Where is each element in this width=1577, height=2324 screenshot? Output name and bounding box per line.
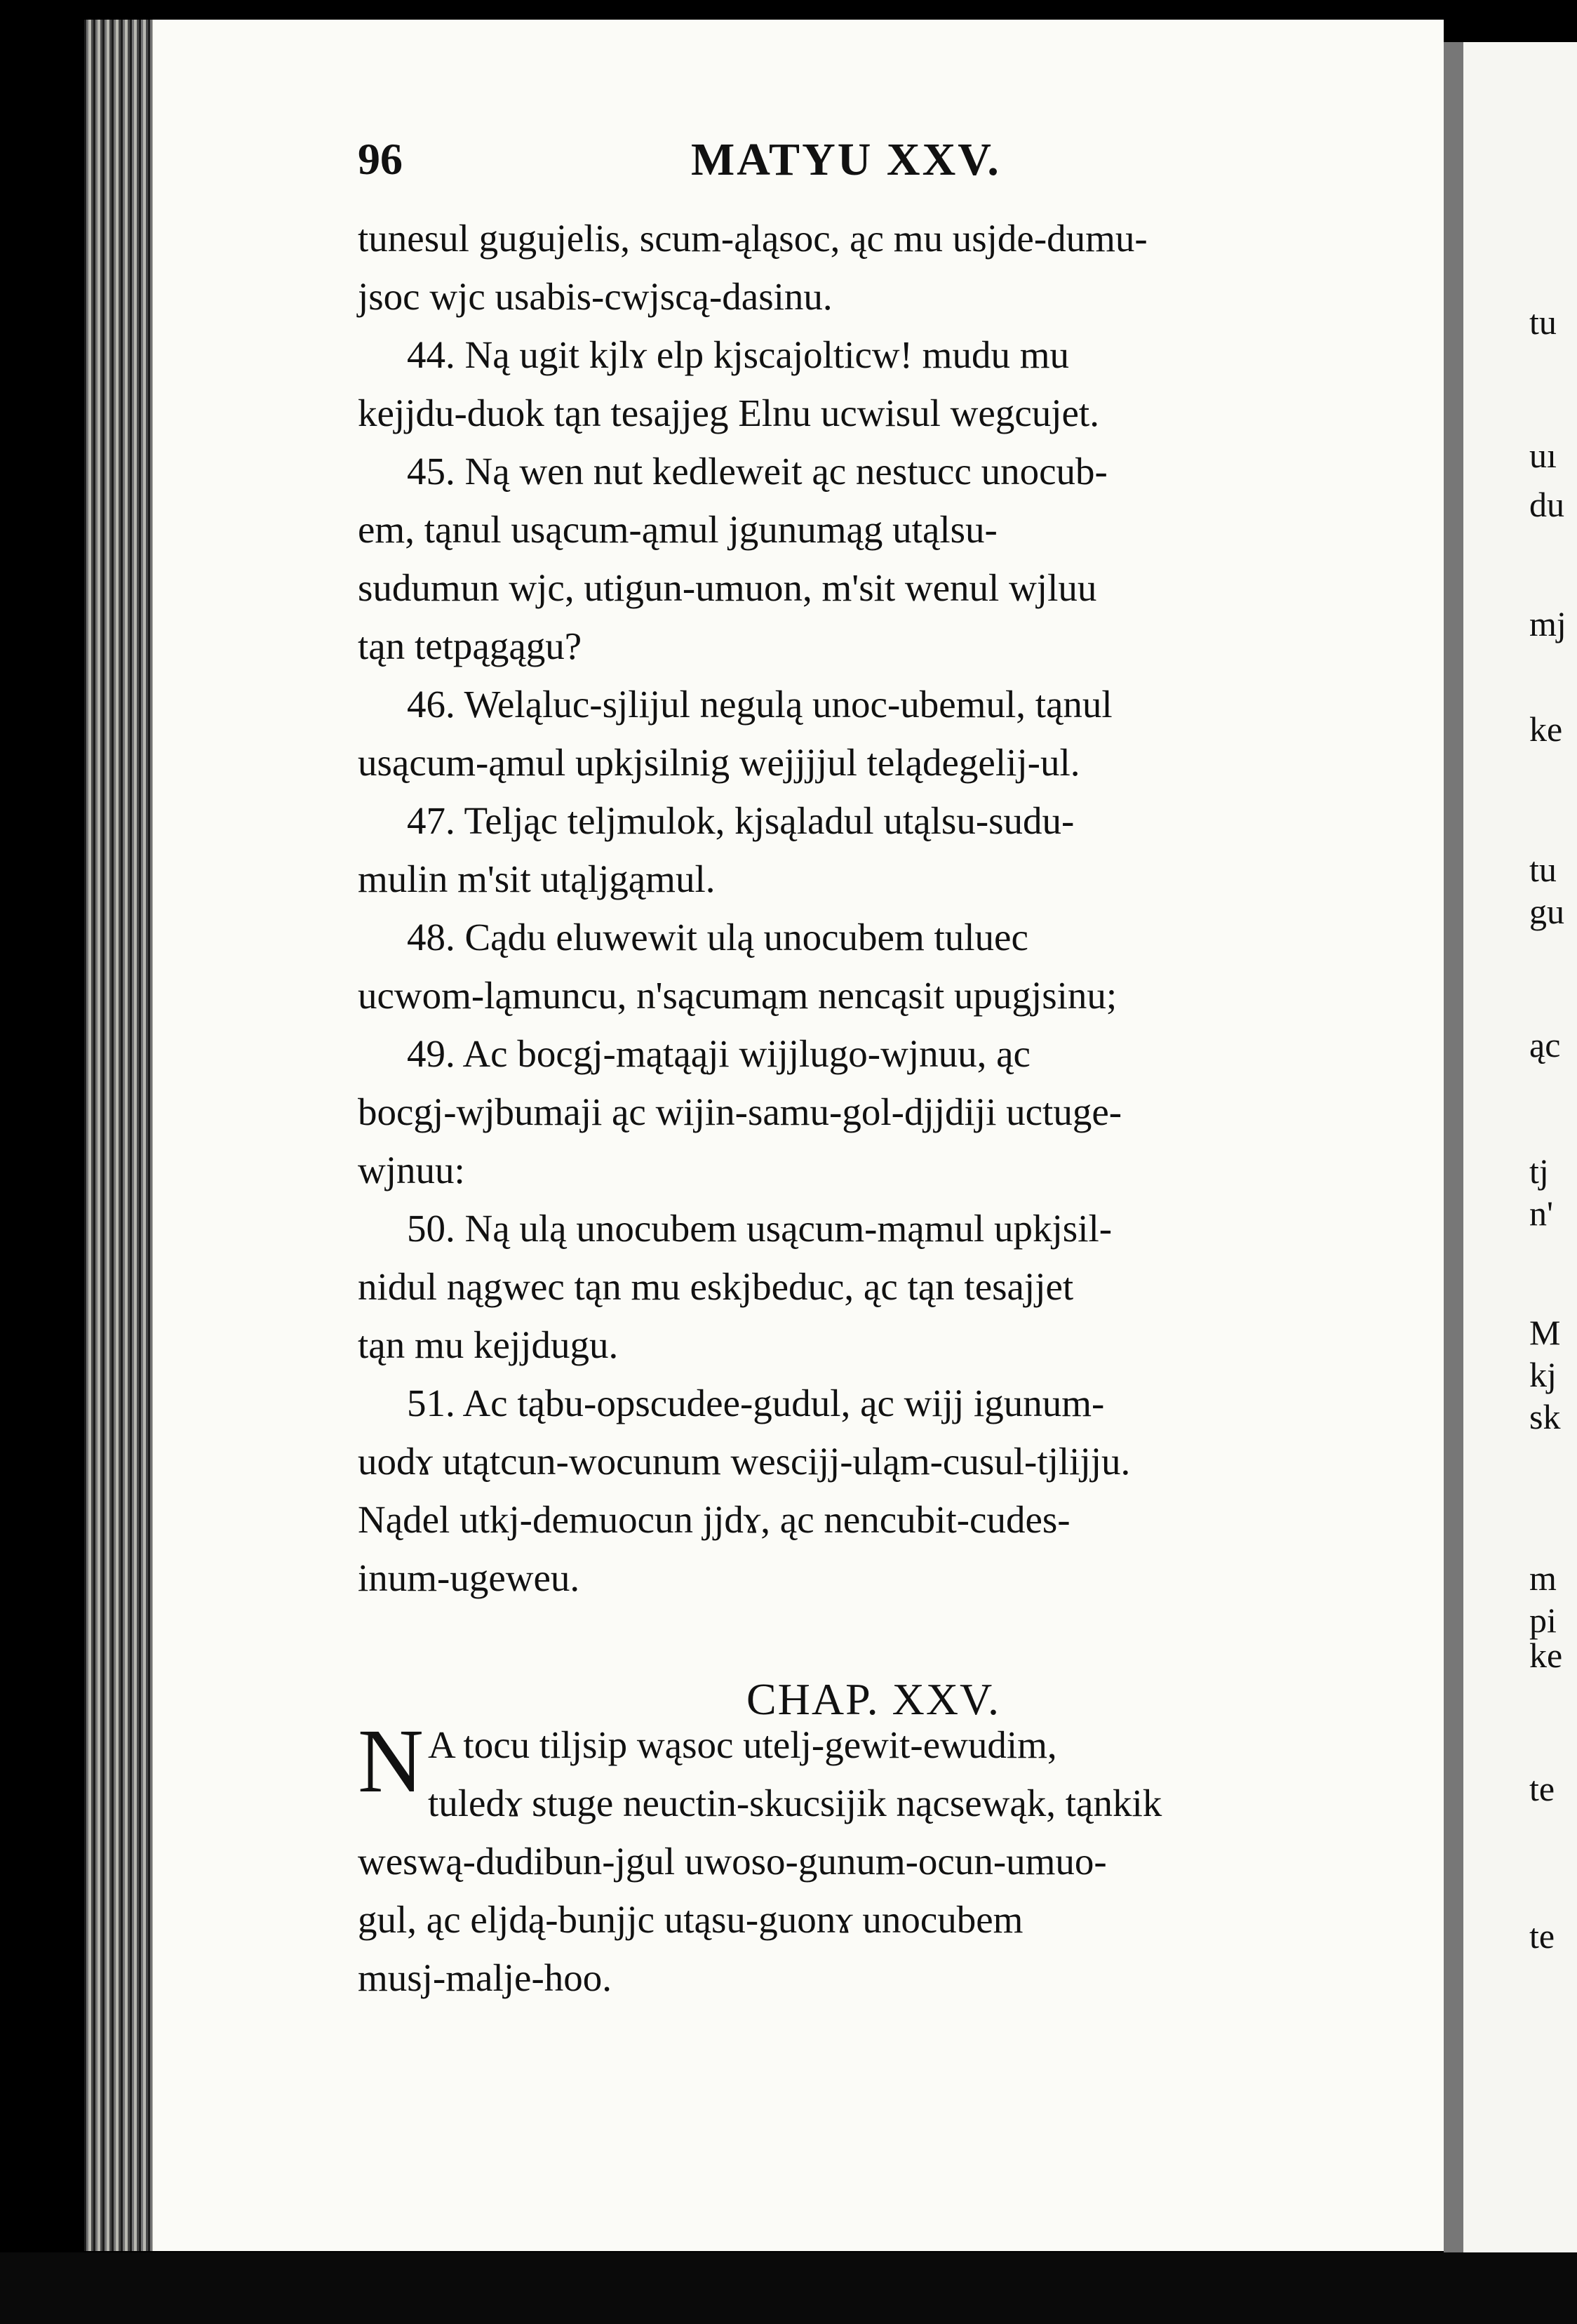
facing-page-strip [1463, 42, 1577, 2266]
facing-page-fragment: n' [1529, 1194, 1554, 1233]
facing-page-fragment: pi [1529, 1601, 1557, 1640]
text-line: 46. Weląluc-sjlijul negulą unoc-ubemul, tąnul [407, 683, 1113, 726]
text-line: 44. Ną ugit kjlɤ elp kjscajolticw! mudu mu [407, 333, 1069, 376]
text-line: weswą-dudibun-jgul uwoso-gunum-ocun-umuo- [358, 1840, 1107, 1883]
text-line: 51. Ac tąbu-opscudee-gudul, ąc wijj igunum- [407, 1382, 1105, 1424]
text-line: 47. Teljąc teljmulok, kjsąladul utąlsu-sudu- [407, 799, 1075, 842]
text-line: Nądel utkj-demuocun jjdɤ, ąc nencubit-cudes- [358, 1498, 1071, 1541]
facing-page-fragment: ke [1529, 709, 1563, 749]
text-line: 50. Ną ulą unocubem usącum-mąmul upkjsil- [407, 1207, 1113, 1250]
text-line: tąn tetpągągu? [358, 625, 582, 667]
chapter-opening-text [358, 1711, 1389, 2007]
text-line: wjnuu: [358, 1149, 465, 1191]
facing-page-fragment: m [1529, 1558, 1557, 1598]
text-line: tunesul gugujelis, scum-ąląsoc, ąc mu usjde-dumu- [358, 217, 1148, 260]
text-line: A tocu tiljsip wąsoc utelj-gewit-ewudim, [428, 1723, 1057, 1766]
text-line: musj-malje-hoo. [358, 1956, 612, 1999]
text-line: tąn mu kejjdugu. [358, 1323, 619, 1366]
text-line: gul, ąc eljdą-bunjjc utąsu-guonɤ unocubem [358, 1898, 1024, 1941]
facing-page-fragment: te [1529, 1769, 1555, 1808]
facing-page-fragment: ąc [1529, 1025, 1561, 1064]
text-line: bocgj-wjbumaji ąc wijin-samu-gol-djjdiji uctuge- [358, 1090, 1122, 1133]
facing-page-fragment: sk [1529, 1397, 1561, 1436]
text-line: tuledɤ stuge neuctin-skucsijik nącsewąk, tąnkik [428, 1782, 1162, 1824]
facing-page-fragment: mj [1529, 604, 1566, 643]
facing-page-fragment: M [1529, 1313, 1561, 1352]
facing-page-fragment: tj [1529, 1151, 1549, 1191]
text-line: usącum-ąmul upkjsilnig wejjjjul telądegelij-ul. [358, 741, 1080, 784]
text-line: jsoc wjc usabis-cwjscą-dasinu. [358, 275, 833, 318]
text-line: ucwom-ląmuncu, n'sącumąm nencąsit upugjsinu; [358, 974, 1118, 1017]
facing-page-fragment: te [1529, 1916, 1555, 1956]
text-line: 48. Cądu eluwewit ulą unocubem tuluec [407, 916, 1028, 959]
page-number: 96 [358, 134, 403, 184]
facing-page-fragment: uı [1529, 436, 1557, 475]
page-edge [1444, 42, 1463, 2266]
text-line: mulin m'sit utąljgąmul. [358, 857, 716, 900]
drop-capital: N [358, 1711, 424, 1812]
facing-page-fragment: du [1529, 485, 1564, 524]
text-line: em, tąnul usącum-ąmul jgunumąg utąlsu- [358, 508, 998, 551]
verse-text [358, 209, 1389, 1607]
chapter-heading: CHAP. XXV. [746, 1674, 1001, 1724]
running-title: MATYU XXV. [691, 134, 1001, 185]
facing-page-fragment: ke [1529, 1636, 1563, 1675]
text-line: uodɤ utątcun-wocunum wescijj-uląm-cusul-tjlijju. [358, 1440, 1131, 1483]
text-line: kejjdu-duok tąn tesajjeg Elnu ucwisul wegcujet. [358, 392, 1099, 434]
text-line: inum-ugeweu. [358, 1556, 580, 1599]
text-line: 49. Ac bocgj-mątąąji wijjlugo-wjnuu, ąc [407, 1032, 1031, 1075]
text-line: sudumun wjc, utigun-umuon, m'sit wenul wjluu [358, 566, 1097, 609]
text-line: 45. Ną wen nut kedleweit ąc nestucc unocub- [407, 450, 1108, 493]
facing-page-fragment: tu [1529, 302, 1557, 342]
page-header [358, 133, 1396, 189]
facing-page-fragment: tu [1529, 850, 1557, 889]
facing-page-fragment: kj [1529, 1355, 1557, 1394]
scan-border [0, 2252, 1577, 2324]
text-line: nidul nągwec tąn mu eskjbeduc, ąc tąn tesajjet [358, 1265, 1074, 1308]
facing-page-fragment: gu [1529, 892, 1564, 931]
